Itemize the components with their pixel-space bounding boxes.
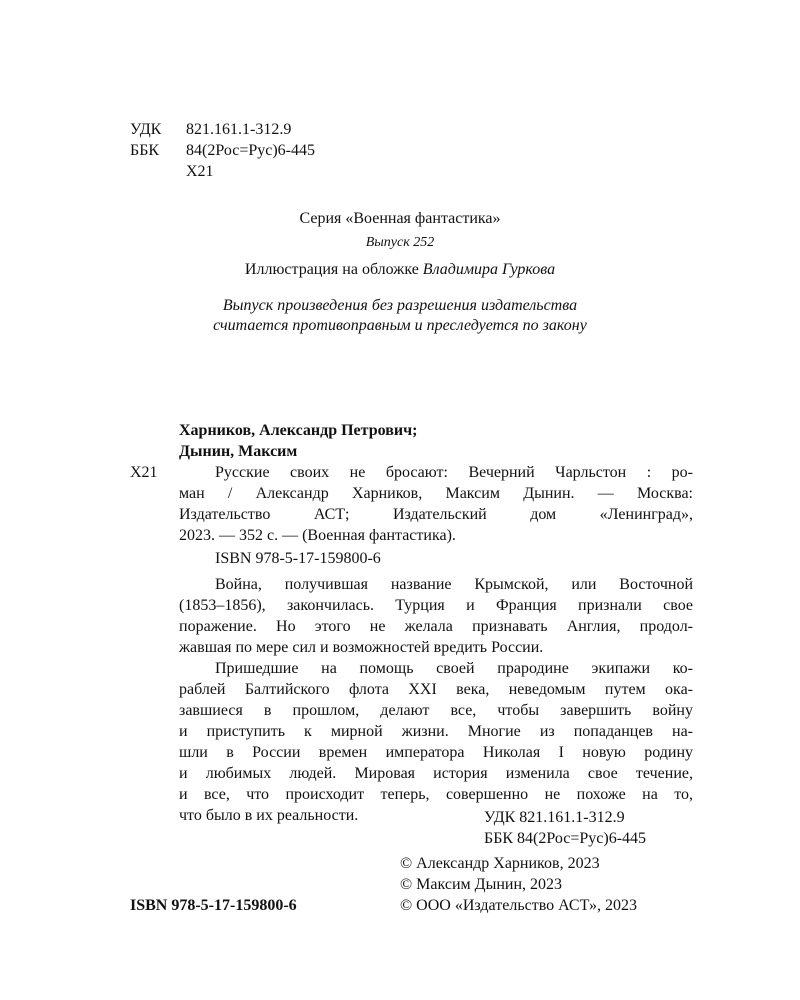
annotation-p2-line-1: Пришедшие на помощь своей прародине экипажи ко-	[215, 660, 693, 677]
annotation-p1-line-1: Война, получившая название Крымской, или Восточной	[215, 576, 693, 593]
bbk-row	[130, 140, 315, 161]
codes-bbk: ББК 84(2Рос=Рус)6-445	[484, 830, 647, 847]
udk-row	[130, 119, 291, 140]
annotation-p2-line-6: и любимых людей. Мировая история изменила свое течение,	[179, 765, 693, 782]
bibliographic-line-1: Русские своих не бросают: Вечерний Чарльстон : ро-	[215, 464, 693, 481]
annotation-p1-line-3: поражение. Но этого не желала признавать Англия, продол-	[179, 618, 693, 635]
annotation-p2-line-2: раблей Балтийского флота XXI века, неведомым путем ока-	[179, 681, 693, 698]
author-2: Дынин, Максим	[179, 443, 298, 460]
cover-illustration-prefix: Иллюстрация на обложке	[244, 261, 419, 278]
author-1: Харников, Александр Петрович;	[179, 422, 418, 439]
copyright-3: © ООО «Издательство АСТ», 2023	[400, 897, 637, 914]
codes-udk: УДК 821.161.1-312.9	[484, 809, 625, 826]
cover-illustration	[0, 259, 800, 280]
annotation-p2-line-7: и все, что происходит теперь, совершенно не похоже на то,	[179, 786, 693, 803]
udk-value: 821.161.1-312.9	[186, 121, 292, 138]
legal-notice-line-1: Выпуск произведения без разрешения издательства	[222, 297, 578, 314]
cover-illustration-artist: Владимира Гуркова	[422, 261, 556, 278]
bibliographic-line-2: ман / Александр Харников, Максим Дынин. — Москва:	[179, 485, 693, 502]
annotation-p2-line-3: завшиеся в прошлом, делают все, чтобы завершить войну	[179, 702, 693, 719]
series-line: Серия «Военная фантастика»	[299, 210, 501, 227]
copyright-1: © Александр Харников, 2023	[400, 855, 600, 872]
series-issue: Выпуск 252	[365, 235, 435, 250]
bottom-isbn: ISBN 978-5-17-159800-6	[130, 897, 297, 914]
bibliographic-isbn: ISBN 978-5-17-159800-6	[215, 550, 381, 567]
bbk-value: 84(2Рос=Рус)6-445	[186, 142, 316, 159]
annotation-p2-line-8: что было в их реальности.	[179, 807, 359, 824]
udk-label: УДК	[130, 121, 162, 138]
copyright-2: © Максим Дынин, 2023	[400, 876, 562, 893]
bibliographic-mark: Х21	[130, 464, 158, 481]
annotation-p2-line-4: и приступить к мирной жизни. Многие из попаданцев на-	[179, 723, 693, 740]
annotation-p1-line-4: жавшая по мере сил и возможностей вредить России.	[179, 639, 544, 656]
bibliographic-line-3: Издательство АСТ; Издательский дом «Ленинград»,	[179, 506, 693, 523]
legal-notice-line-2: считается противоправным и преследуется по закону	[213, 317, 587, 334]
annotation-p1-line-2: (1853–1856), закончилась. Турция и Франция признали свое	[179, 597, 693, 614]
bbk-label: ББК	[130, 142, 160, 159]
author-mark: Х21	[186, 163, 214, 180]
annotation-p2-line-5: шли в России времен императора Николая I новую родину	[179, 744, 693, 761]
bibliographic-line-4: 2023. — 352 с. — (Военная фантастика).	[179, 527, 456, 544]
